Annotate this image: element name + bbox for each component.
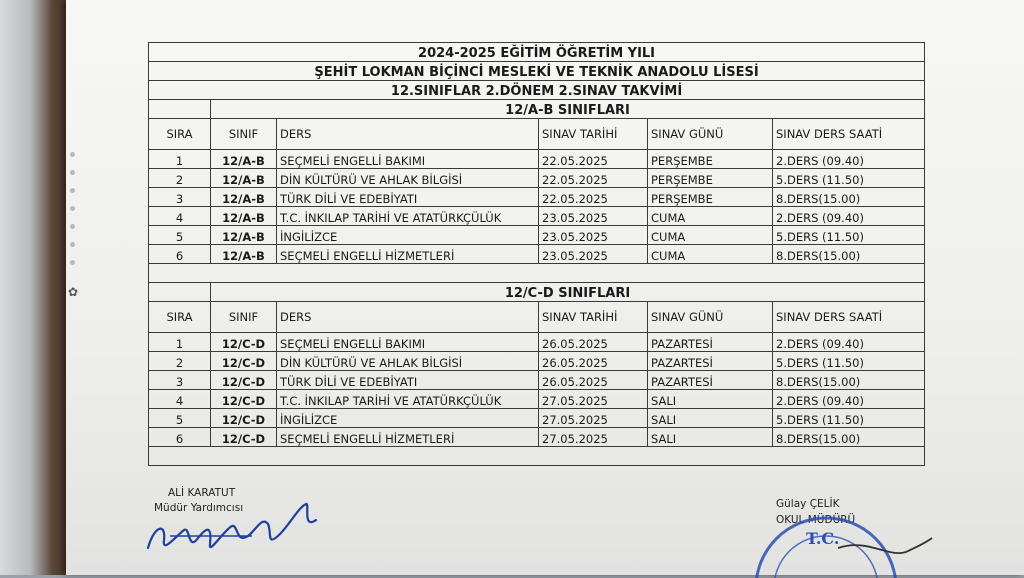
table-row (149, 169, 925, 188)
cell-saat: 2.DERS (09.40) (773, 390, 925, 409)
cell-gun: PERŞEMBE (648, 150, 773, 169)
table-row (149, 333, 925, 352)
table-row (149, 226, 925, 245)
cell-sira: 5 (149, 226, 211, 245)
column-header-sinif: SINIF (211, 302, 277, 333)
cell-sinif: 12/A-B (211, 207, 277, 226)
stamp-text: T.C. (806, 529, 840, 548)
vice-principal-title: Müdür Yardımcısı (154, 502, 244, 514)
cell-gun: CUMA (648, 245, 773, 264)
school-title: ŞEHİT LOKMAN BİÇİNCİ MESLEKİ VE TEKNİK ANADOLU LİSESİ (149, 62, 925, 81)
cell-sira: 5 (149, 409, 211, 428)
spacer-cell (149, 264, 925, 283)
cell-gun: SALI (648, 409, 773, 428)
cell-tarih: 23.05.2025 (539, 226, 648, 245)
cell-sira: 2 (149, 352, 211, 371)
table-row (149, 428, 925, 447)
cell-tarih: 27.05.2025 (539, 390, 648, 409)
table-row (149, 352, 925, 371)
cell-tarih: 27.05.2025 (539, 428, 648, 447)
cell-sinif: 12/A-B (211, 226, 277, 245)
spacer-row (149, 447, 925, 466)
column-header-sira: SIRA (149, 119, 211, 150)
column-header-ders: DERS (277, 119, 539, 150)
cell-sira: 4 (149, 207, 211, 226)
section-header-row (149, 100, 925, 119)
section-header-row (149, 283, 925, 302)
cell-saat: 5.DERS (11.50) (773, 352, 925, 371)
cell-sira: 3 (149, 371, 211, 390)
principal-title: OKUL MÜDÜRÜ (776, 514, 856, 526)
cell-saat: 5.DERS (11.50) (773, 169, 925, 188)
spacer-cell (149, 447, 925, 466)
cell-ders: TÜRK DİLİ VE EDEBİYATI (277, 371, 539, 390)
cell-saat: 8.DERS(15.00) (773, 188, 925, 207)
cell-sinif: 12/A-B (211, 188, 277, 207)
cell-sira: 1 (149, 150, 211, 169)
principal-name: Gülay ÇELİK (776, 498, 840, 510)
exam-schedule-table (148, 42, 925, 466)
cell-ders: SEÇMELİ ENGELLİ BAKIMI (277, 333, 539, 352)
table-row (149, 409, 925, 428)
cell-sinif: 12/C-D (211, 333, 277, 352)
cell-ders: İNGİLİZCE (277, 226, 539, 245)
column-header-tarih: SINAV TARİHİ (539, 119, 648, 150)
cell-saat: 8.DERS(15.00) (773, 428, 925, 447)
cell-ders: İNGİLİZCE (277, 409, 539, 428)
handwritten-signature (140, 490, 340, 570)
cell-gun: CUMA (648, 207, 773, 226)
cell-ders: T.C. İNKILAP TARİHİ VE ATATÜRKÇÜLÜK (277, 207, 539, 226)
column-header-gun: SINAV GÜNÜ (648, 119, 773, 150)
cell-ders: DİN KÜLTÜRÜ VE AHLAK BİLGİSİ (277, 169, 539, 188)
cell-saat: 2.DERS (09.40) (773, 333, 925, 352)
cell-saat: 2.DERS (09.40) (773, 207, 925, 226)
cell-sira: 1 (149, 333, 211, 352)
cell-sinif: 12/C-D (211, 428, 277, 447)
cell-gun: SALI (648, 390, 773, 409)
margin-mark-icon: ✿ (68, 285, 79, 299)
section-title: 12/A-B SINIFLARI (211, 100, 925, 119)
column-header-sinif: SINIF (211, 119, 277, 150)
cell-tarih: 22.05.2025 (539, 169, 648, 188)
cell-gun: PERŞEMBE (648, 169, 773, 188)
schedule-body (149, 43, 925, 466)
column-header-ders: DERS (277, 302, 539, 333)
column-header-gun: SINAV GÜNÜ (648, 302, 773, 333)
section-header-blank (149, 100, 211, 119)
cell-gun: CUMA (648, 226, 773, 245)
school-stamp (738, 508, 938, 578)
cell-gun: SALI (648, 428, 773, 447)
cell-saat: 5.DERS (11.50) (773, 409, 925, 428)
cell-sira: 6 (149, 245, 211, 264)
cell-sira: 4 (149, 390, 211, 409)
section-header-blank (149, 283, 211, 302)
cell-saat: 5.DERS (11.50) (773, 226, 925, 245)
section-title: 12/C-D SINIFLARI (211, 283, 925, 302)
vice-principal-name: ALİ KARATUT (168, 487, 236, 499)
cell-tarih: 26.05.2025 (539, 371, 648, 390)
table-row (149, 188, 925, 207)
spacer-row (149, 264, 925, 283)
column-header-row (149, 302, 925, 333)
cell-ders: TÜRK DİLİ VE EDEBİYATI (277, 188, 539, 207)
cell-tarih: 26.05.2025 (539, 333, 648, 352)
exam-title: 12.SINIFLAR 2.DÖNEM 2.SINAV TAKVİMİ (149, 81, 925, 100)
cell-sinif: 12/C-D (211, 390, 277, 409)
cell-saat: 2.DERS (09.40) (773, 150, 925, 169)
cell-sinif: 12/C-D (211, 352, 277, 371)
cell-sinif: 12/C-D (211, 409, 277, 428)
cell-gun: PERŞEMBE (648, 188, 773, 207)
cell-gun: PAZARTESİ (648, 371, 773, 390)
cell-sira: 2 (149, 169, 211, 188)
column-header-row (149, 119, 925, 150)
cell-tarih: 23.05.2025 (539, 207, 648, 226)
cell-gun: PAZARTESİ (648, 333, 773, 352)
column-header-tarih: SINAV TARİHİ (539, 302, 648, 333)
cell-sira: 3 (149, 188, 211, 207)
table-row (149, 390, 925, 409)
cell-sinif: 12/A-B (211, 245, 277, 264)
cell-sira: 6 (149, 428, 211, 447)
table-row (149, 150, 925, 169)
table-row (149, 245, 925, 264)
cell-tarih: 22.05.2025 (539, 188, 648, 207)
cell-tarih: 27.05.2025 (539, 409, 648, 428)
table-row (149, 371, 925, 390)
cell-ders: SEÇMELİ ENGELLİ BAKIMI (277, 150, 539, 169)
column-header-saat: SINAV DERS SAATİ (773, 302, 925, 333)
cell-tarih: 22.05.2025 (539, 150, 648, 169)
column-header-sira: SIRA (149, 302, 211, 333)
cell-ders: DİN KÜLTÜRÜ VE AHLAK BİLGİSİ (277, 352, 539, 371)
background-left (0, 0, 75, 575)
column-header-saat: SINAV DERS SAATİ (773, 119, 925, 150)
cell-sinif: 12/C-D (211, 371, 277, 390)
table-row (149, 207, 925, 226)
cell-ders: SEÇMELİ ENGELLİ HİZMETLERİ (277, 245, 539, 264)
cell-tarih: 23.05.2025 (539, 245, 648, 264)
year-title: 2024-2025 EĞİTİM ÖĞRETİM YILI (149, 43, 925, 62)
cell-ders: SEÇMELİ ENGELLİ HİZMETLERİ (277, 428, 539, 447)
cell-saat: 8.DERS(15.00) (773, 245, 925, 264)
cell-gun: PAZARTESİ (648, 352, 773, 371)
cell-sinif: 12/A-B (211, 169, 277, 188)
cell-saat: 8.DERS(15.00) (773, 371, 925, 390)
cell-sinif: 12/A-B (211, 150, 277, 169)
cell-ders: T.C. İNKILAP TARİHİ VE ATATÜRKÇÜLÜK (277, 390, 539, 409)
cell-tarih: 26.05.2025 (539, 352, 648, 371)
